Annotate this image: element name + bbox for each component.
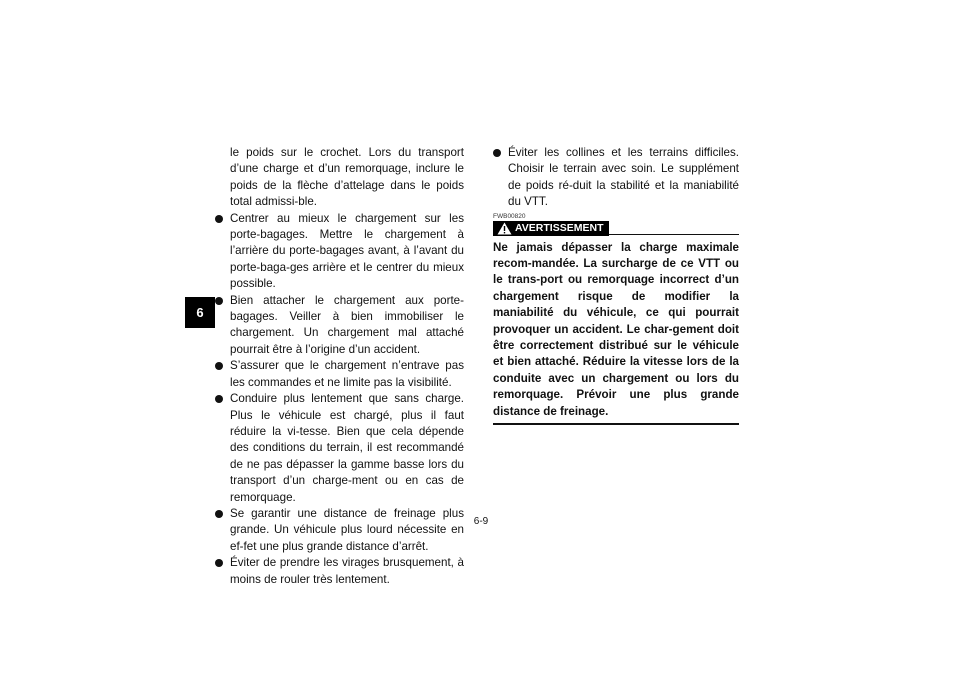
list-item xyxy=(215,506,464,555)
warning-triangle-icon xyxy=(497,222,512,235)
left-column xyxy=(215,145,464,588)
warning-text: Ne jamais dépasser la charge maximale recom-mandée. La surcharge de ce VTT ou le trans-port ou remorquage incorrect d’un chargement risque de modifier la maniabilité du véhicule, ce qui pourrait provoquer un accident. Le char-gement doit être correctement distribué sur le véhicule et bien attaché. Réduire la vitesse lors de la conduite avec un chargement ou lors du remorquage. Prévoir une plus grande distance de freinage. xyxy=(493,240,739,418)
continuation-paragraph: le poids sur le crochet. Lors du transport d’une charge et d’un remorquage, inclure le poids de la flèche d’attelage dans le poids total admissi-ble. xyxy=(230,146,464,209)
warning-badge xyxy=(493,221,609,236)
list-item-text: Éviter les collines et les terrains difficiles. Choisir le terrain avec soin. Le supplément de poids ré-duit la stabilité et la maniabilité du VTT. xyxy=(508,146,739,209)
list-item xyxy=(493,145,739,211)
page-number: 6-9 xyxy=(473,516,489,527)
bullet-icon xyxy=(215,395,223,403)
list-item xyxy=(215,555,464,588)
list-item xyxy=(215,211,464,293)
list-item-text: Se garantir une distance de freinage plus grande. Un véhicule plus lourd nécessite en ef-fet une plus grande distance d’arrêt. xyxy=(230,506,464,553)
bullet-icon xyxy=(215,297,223,305)
list-item-text: Éviter de prendre les virages brusquement, à moins de rouler très lentement. xyxy=(230,556,464,586)
warning-label: AVERTISSEMENT xyxy=(515,221,604,234)
warning-header xyxy=(493,221,739,238)
list-item-text: Centrer au mieux le chargement sur les porte-bagages. Mettre le chargement à l’arrière du porte-bagages avant, à l’avant du porte-baga-ges arrière et le centrer du mieux possible. xyxy=(230,211,464,291)
list-item xyxy=(215,358,464,391)
list-item xyxy=(215,391,464,506)
bullet-icon xyxy=(215,362,223,370)
reference-code: FWB00820 xyxy=(493,212,526,220)
list-item-text: S’assurer que le chargement n’entrave pas les commandes et ne limite pas la visibilité. xyxy=(230,359,464,389)
list-item-text: Bien attacher le chargement aux porte-bagages. Veiller à bien immobiliser le chargement. Un chargement mal attaché pourrait être à l’origine d’un accident. xyxy=(230,293,464,356)
list-item xyxy=(215,293,464,359)
list-item-text: Conduire plus lentement que sans charge. Plus le véhicule est chargé, plus il faut réduire la vi-tesse. Bien que cela dépende des conditions du terrain, il est recommandé de ne pas dépasser la gamme basse lors du transport d’un charge-ment ou en cas de remorquage. xyxy=(230,392,464,504)
bullet-icon xyxy=(215,215,223,223)
warning-bottom-rule xyxy=(493,423,739,425)
bullet-icon xyxy=(215,510,223,518)
chapter-tab: 6 xyxy=(185,297,215,328)
bullet-icon xyxy=(493,149,501,157)
right-column xyxy=(493,145,739,425)
bullet-icon xyxy=(215,559,223,567)
